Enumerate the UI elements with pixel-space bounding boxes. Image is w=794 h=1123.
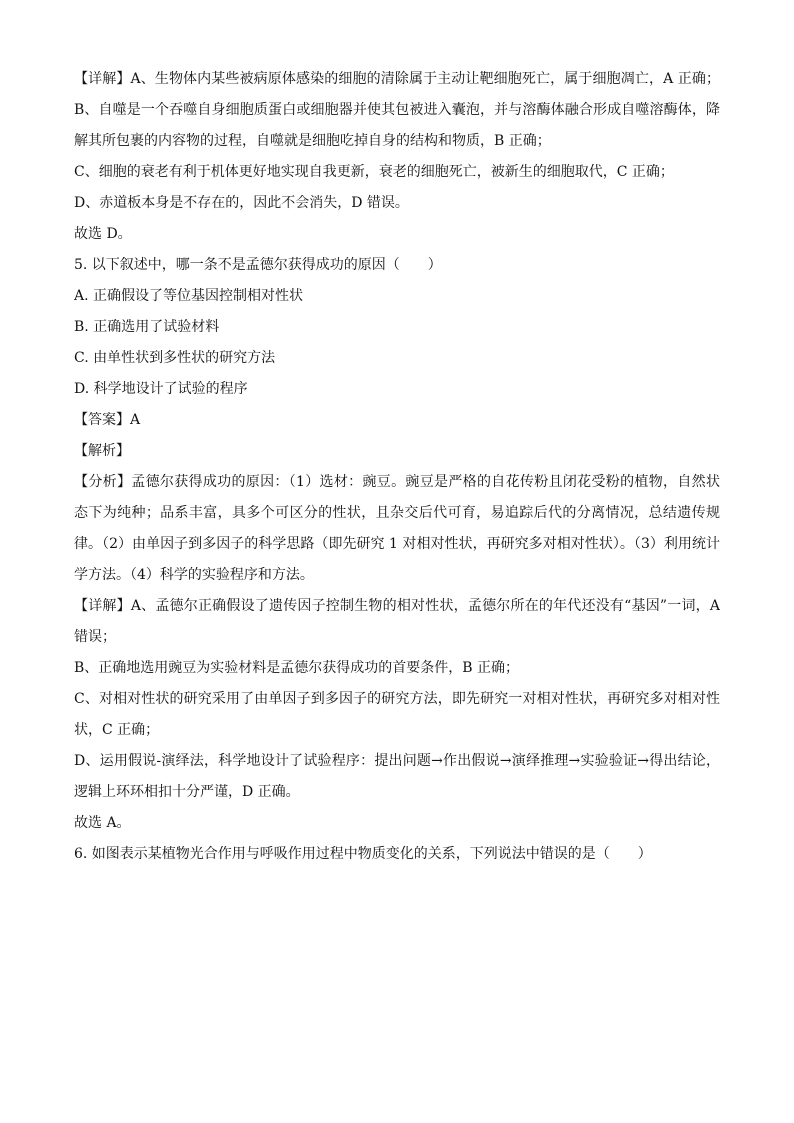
text-line: B、自噬是一个吞噬自身细胞质蛋白或细胞器并使其包被进入囊泡，并与溶酶体融合形成自噬溶酶体，降: [74, 102, 720, 118]
text-line: 律。（2）由单因子到多因子的科学思路（即先研究 1 对相对性状，再研究多对相对性状）。（3）利用统计: [74, 536, 720, 552]
document-body: [74, 64, 720, 870]
text-line: 解其所包裹的内容物的过程，自噬就是细胞吃掉自身的结构和物质，B 正确；: [74, 133, 551, 149]
text-line: D、运用假说-演绎法，科学地设计了试验程序：提出问题→作出假说→演绎推理→实验验证→得出结论，: [74, 753, 720, 769]
text-line: 【分析】孟德尔获得成功的原因：（1）选材：豌豆。豌豆是严格的自花传粉且闭花受粉的植物，自然状: [74, 474, 720, 490]
text-line: C. 由单性状到多性状的研究方法: [74, 350, 276, 366]
text-line: 【答案】A: [74, 412, 141, 428]
text-line: C、细胞的衰老有利于机体更好地实现自我更新，衰老的细胞死亡，被新生的细胞取代，C 正确；: [74, 164, 674, 180]
text-line: B、正确地选用豌豆为实验材料是孟德尔获得成功的首要条件，B 正确；: [74, 660, 520, 676]
text-line: 故选 D。: [74, 226, 132, 242]
text-line: B. 正确选用了试验材料: [74, 319, 220, 335]
text-line: A. 正确假设了等位基因控制相对性状: [74, 288, 304, 304]
text-line: C、对相对性状的研究采用了由单因子到多因子的研究方法，即先研究一对相对性状，再研究多对相对性: [74, 691, 720, 707]
text-line: 【详解】A、生物体内某些被病原体感染的细胞的清除属于主动让靶细胞死亡，属于细胞凋亡，A 正确；: [74, 71, 720, 87]
text-line: 【详解】A、孟德尔正确假设了遗传因子控制生物的相对性状，孟德尔所在的年代还没有“基因”一词，A: [74, 598, 720, 614]
text-line: D. 科学地设计了试验的程序: [74, 381, 248, 397]
text-line: D、赤道板本身是不存在的，因此不会消失，D 错误。: [74, 195, 409, 211]
text-line: 状，C 正确；: [74, 722, 160, 738]
text-line: 态下为纯种；品系丰富，具多个可区分的性状，且杂交后代可育，易追踪后代的分离情况，总结遗传规: [74, 505, 720, 521]
text-line: 【解析】: [74, 443, 130, 459]
text-line: 5. 以下叙述中，哪一条不是孟德尔获得成功的原因（ ）: [74, 257, 442, 273]
text-line: 故选 A。: [74, 815, 131, 831]
text-line: 逻辑上环环相扣十分严谨，D 正确。: [74, 784, 300, 800]
text-line: 错误；: [74, 629, 116, 645]
text-line: 学方法。（4）科学的实验程序和方法。: [74, 567, 314, 583]
text-line: 6. 如图表示某植物光合作用与呼吸作用过程中物质变化的关系，下列说法中错误的是（ ）: [74, 846, 652, 862]
